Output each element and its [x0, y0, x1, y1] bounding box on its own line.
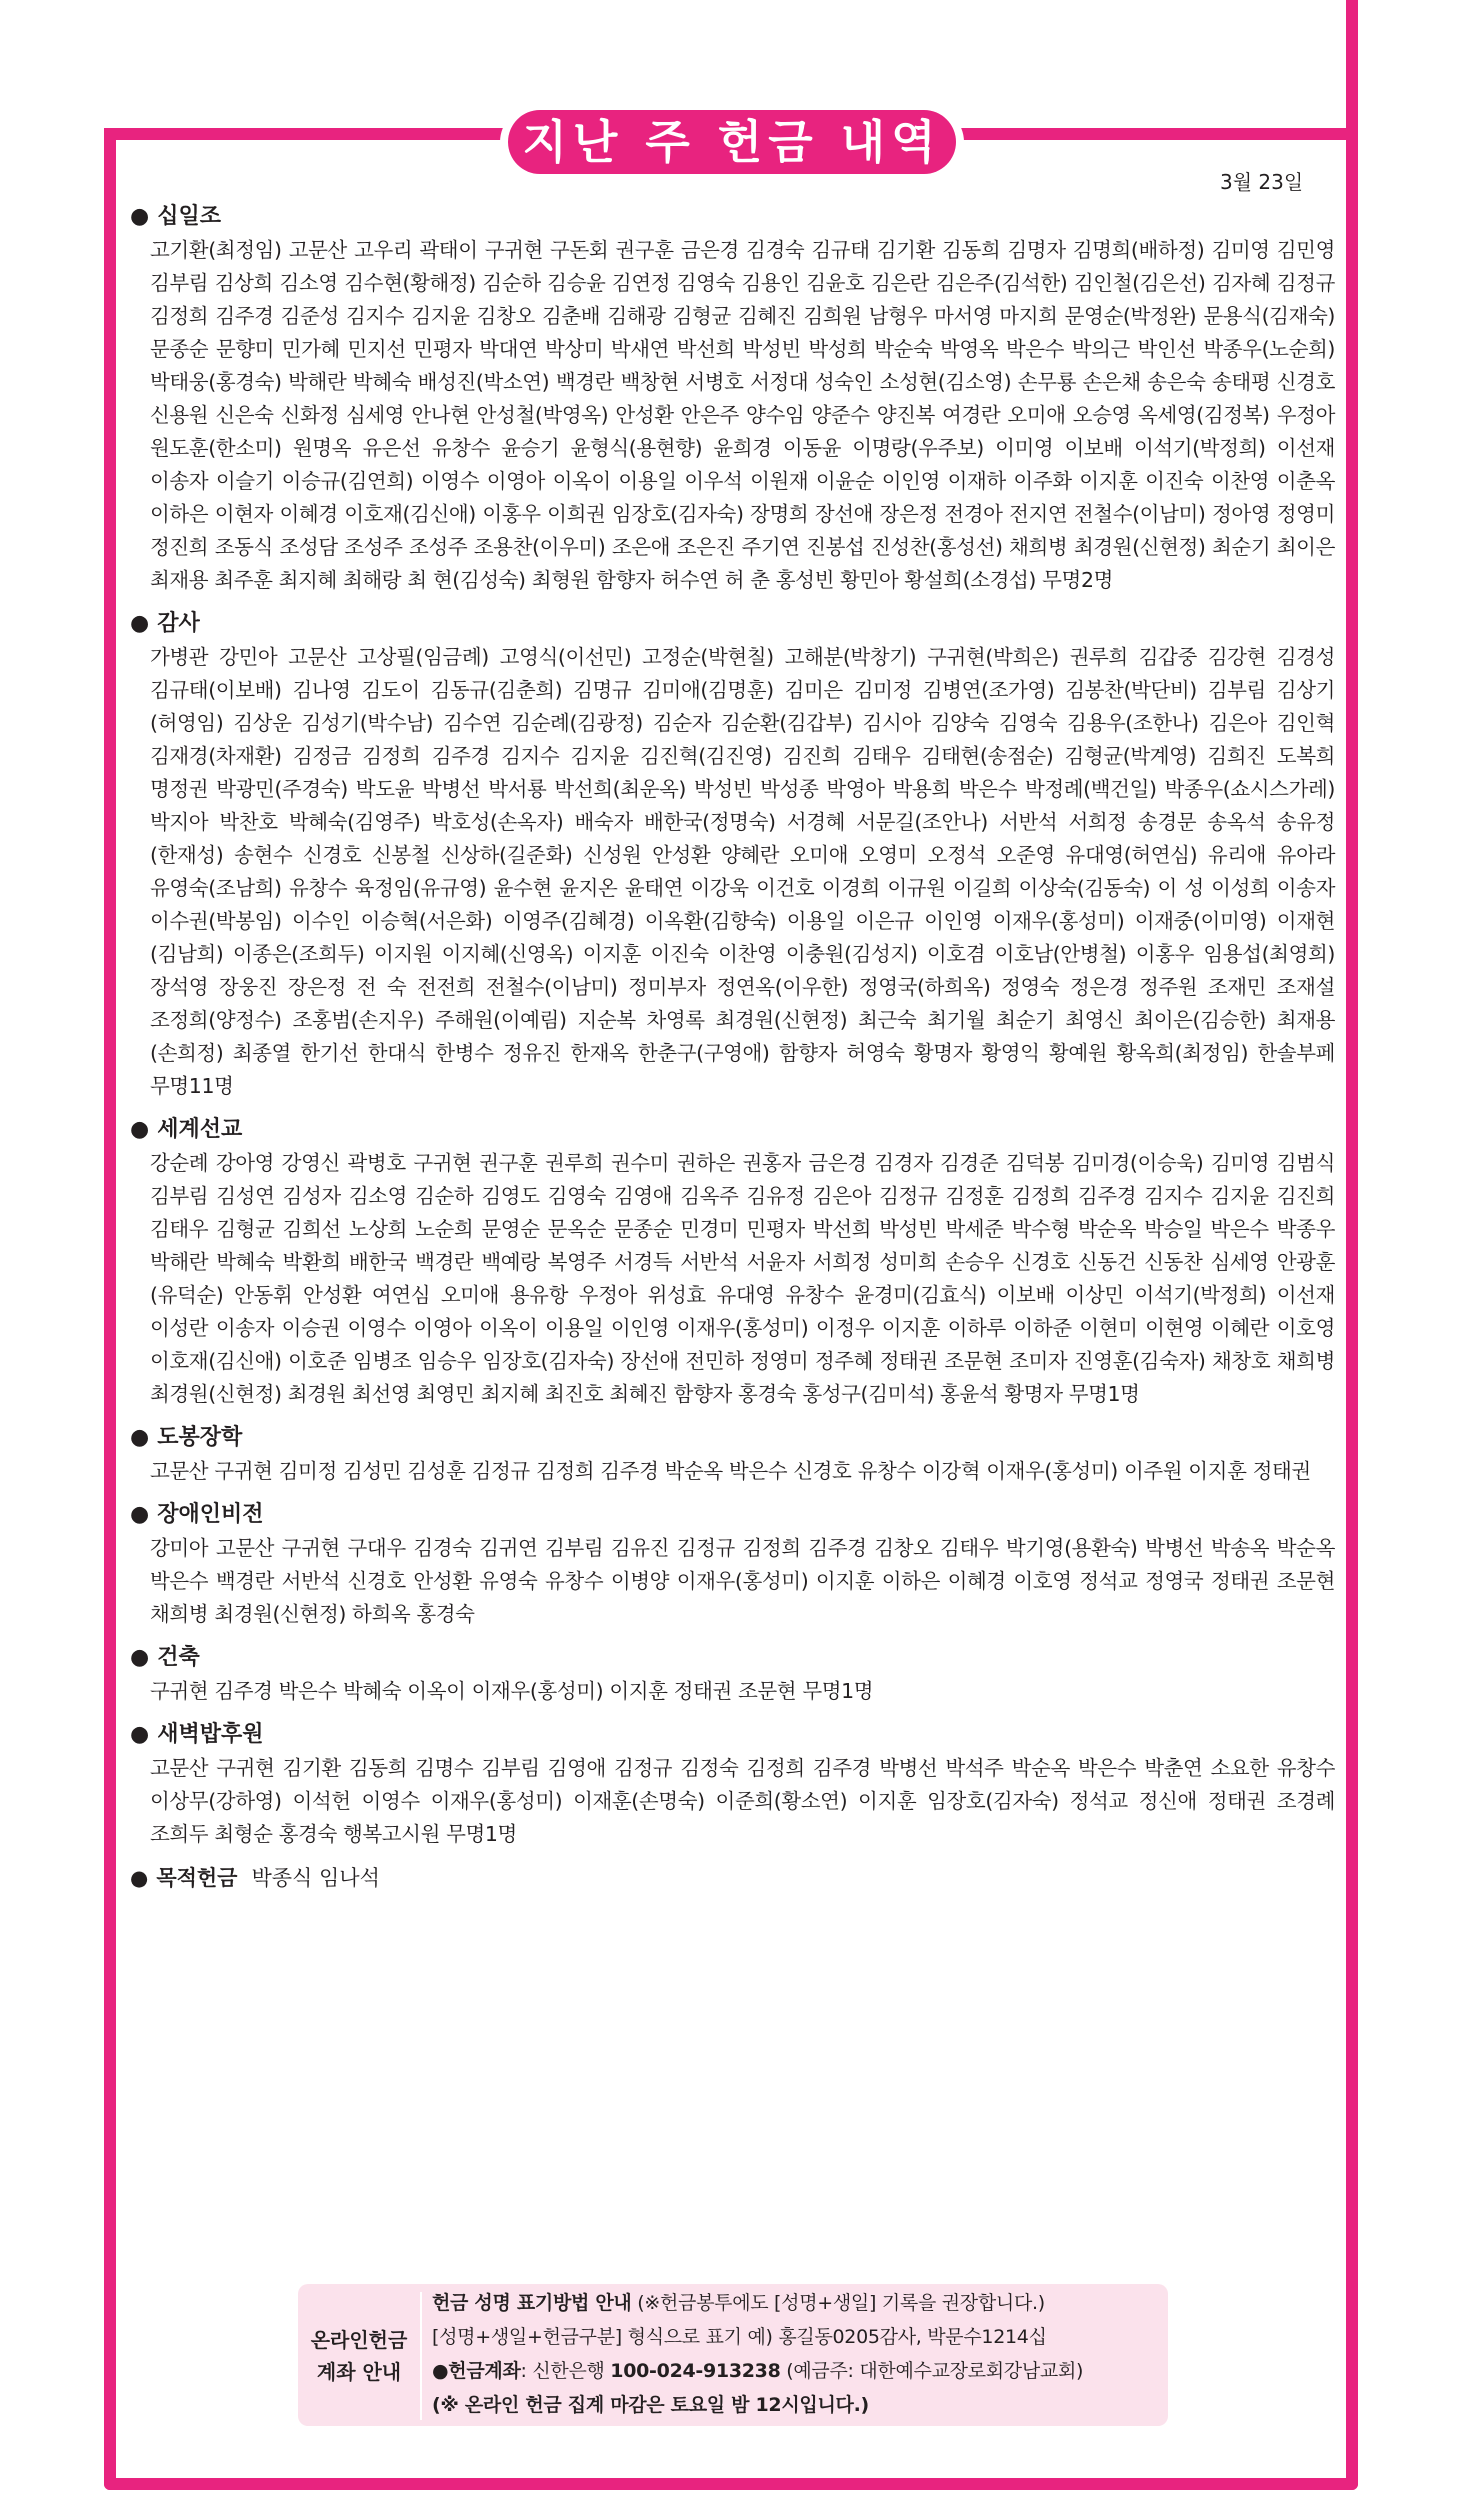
section-names: 구귀현 김주경 박은수 박혜숙 이옥이 이재우(홍성미) 이지훈 정태권 조문현 무명1명 [150, 1679, 874, 1703]
section-names: 박종식 임나석 [251, 1866, 380, 1890]
bullet-icon: ● [130, 1722, 150, 1747]
bullet-icon: ● [130, 1117, 150, 1142]
offering-list [130, 200, 1335, 1905]
section-names: 가병관 강민아 고문산 고상필(임금례) 고영식(이선민) 고정순(박현칠) 고해분(박창기) 구귀현(박희은) 권루희 김갑중 김강현 김경성 김규태(이보배) 김나영 김도이 김동규(김춘희) 김명규 김미애(김명훈) 김미은 김미정 김병연(조가영) 김봉찬(박단비) 김부림 김상기(허영임) 김상운 김성기(박수남) 김수연 김순례(김광정) 김순자 김순환(김갑부) 김시아 김양숙 김영숙 김용우(조한나) 김은아 김인혁 김재경(차재환) 김정금 김정희 김주경 김지수 김지윤 김진혁(김진영) 김진희 김태우 김태현(송점순) 김형균(박계영) 김희진 도복희 명정권 박광민(주경숙) 박도윤 박병선 박서룡 박선희(최운옥) 박성빈 박성종 박영아 박용희 박은수 박정례(백건일) 박종우(쇼시스가레) 박지아 박찬호 박혜숙(김영주) 박호성(손옥자) 배숙자 배한국(정명숙) 서경혜 서문길(조안나) 서반석 서희정 송경문 송옥석 송유정(한재성) 송현수 신경호 신봉철 신상하(길준화) 신성원 안성환 양혜란 오미애 오영미 오정석 오준영 유대영(허연심) 유리애 유아라 유영숙(조남희) 유창수 육정임(유규영) 윤수현 윤지온 윤태연 이강욱 이건호 이경희 이규원 이길희 이상숙(김동숙) 이 성 이성희 이송자 이수권(박봉임) 이수인 이승혁(서은화) 이영주(김혜경) 이옥환(김향숙) 이용일 이은규 이인영 이재우(홍성미) 이재중(이미영) 이재현(김남희) 이종은(조희두) 이지원 이지혜(신영옥) 이지훈 이진숙 이찬영 이충원(김성지) 이호겸 이호남(안병철) 이홍우 임용섭(최영희) 장석영 장웅진 장은정 전 숙 전전희 전철수(이남미) 정미부자 정연옥(이우한) 정영국(하희옥) 정영숙 정은경 정주원 조재민 조재설 조정희(양정수) 조홍범(손지우) 주해원(이예림) 지순복 차영록 최경원(신현정) 최근숙 최기월 최순기 최영신 최이은(김승한) 최재용(손희정) 최종열 한기선 한대식 한병수 정유진 한재옥 한춘구(구영애) 함향자 허영숙 황명자 황영익 황예원 황옥희(최정임) 한솔부페 무명11명 [150, 645, 1335, 1098]
bullet-icon: ● [130, 204, 150, 229]
section-building [130, 1641, 1335, 1708]
section-purpose-offering [130, 1861, 1335, 1895]
report-date: 3월 23일 [1220, 170, 1304, 194]
section-heading: 목적헌금 [156, 1866, 238, 1890]
section-names: 고기환(최정임) 고문산 고우리 곽태이 구귀현 구돈회 권구훈 금은경 김경숙 김규태 김기환 김동희 김명자 김명희(배하정) 김미영 김민영 김부림 김상희 김소영 김수현(황해정) 김순하 김승윤 김연정 김영숙 김용인 김윤호 김은란 김은주(김석한) 김인철(김은선) 김자혜 김정규 김정희 김주경 김준성 김지수 김지윤 김창오 김춘배 김해광 김형균 김혜진 김희원 남형우 마서영 마지희 문영순(박정완) 문용식(김재숙) 문종순 문향미 민가혜 민지선 민평자 박대연 박상미 박새연 박선희 박성빈 박성희 박순숙 박영옥 박은수 박의근 박인선 박종우(노순희) 박태웅(홍경숙) 박해란 박혜숙 배성진(박소연) 백경란 백창현 서병호 서정대 성숙인 소성현(김소영) 손무룡 손은채 송은숙 송태평 신경호 신용원 신은숙 신화정 심세영 안나현 안성철(박영옥) 안성환 안은주 양수임 양준수 양진복 여경란 오미애 오승영 옥세영(김정복) 우정아 원도훈(한소미) 원명옥 유은선 유창수 윤승기 윤형식(용현향) 윤희경 이동윤 이명랑(우주보) 이미영 이보배 이석기(박정희) 이선재 이송자 이슬기 이승규(김연희) 이영수 이영아 이옥이 이용일 이우석 이원재 이윤순 이인영 이재하 이주화 이지훈 이진숙 이찬영 이춘옥 이하은 이현자 이혜경 이호재(김신애) 이홍우 이희권 임장호(김자숙) 장명희 장선애 장은정 전경아 전지연 전철수(이남미) 정아영 정영미 정진희 조동식 조성담 조성주 조성주 조용찬(이우미) 조은애 조은진 주기연 진봉섭 진성찬(홍성선) 채희병 최경원(신현정) 최순기 최이은 최재용 최주훈 최지혜 최해랑 최 현(김성숙) 최형원 함향자 허수연 허 춘 홍성빈 황민아 황설희(소경섭) 무명2명 [150, 238, 1335, 592]
notice-line-3: ●헌금계좌: 신한은행 100-024-913238 (예금주: 대한예수교장로회강남교회) [432, 2360, 1084, 2382]
notice-label: 온라인헌금 계좌 안내 [310, 2328, 408, 2384]
section-thanks [130, 607, 1335, 1103]
section-tithe [130, 200, 1335, 597]
bullet-icon: ● [130, 1502, 150, 1527]
frame-bottom-border [104, 2478, 1358, 2490]
bullet-icon: ● [130, 1866, 149, 1890]
account-number: 100-024-913238 [610, 2360, 781, 2382]
frame-left-border [104, 128, 116, 2490]
notice-line-2: [성명+생일+헌금구분] 형식으로 표기 예) 홍길동0205감사, 박문수1214십 [432, 2326, 1047, 2348]
frame-right-border [1346, 0, 1358, 2490]
notice-line-4: (※ 온라인 헌금 집계 마감은 토요일 밤 12시입니다.) [432, 2394, 869, 2416]
section-heading: ● 세계선교 [130, 1117, 243, 1142]
section-names: 고문산 구귀현 김기환 김동희 김명수 김부림 김영애 김정규 김정숙 김정희 김주경 박병선 박석주 박순옥 박은수 박춘연 소요한 유창수 이상무(강하영) 이석헌 이영수 이재우(홍성미) 이재훈(손명숙) 이준희(황소연) 이지훈 임장호(김자숙) 정석교 정신애 정태권 조경례 조희두 최형순 홍경숙 행복고시원 무명1명 [150, 1756, 1335, 1846]
section-names: 강미아 고문산 구귀현 구대우 김경숙 김귀연 김부림 김유진 김정규 김정희 김주경 김창오 김태우 박기영(용환숙) 박병선 박송옥 박순옥 박은수 백경란 서반석 신경호 안성환 유영숙 유창수 이병양 이재우(홍성미) 이지훈 이하은 이혜경 이호영 정석교 정영국 정태권 조문현 채희병 최경원(신현정) 하희옥 홍경숙 [150, 1536, 1335, 1626]
section-disability-vision [130, 1498, 1335, 1631]
bullet-icon: ● [432, 2360, 449, 2382]
section-dawn-meal-support [130, 1718, 1335, 1851]
section-heading: ● 십일조 [130, 204, 221, 229]
bullet-icon: ● [130, 611, 150, 636]
bullet-icon: ● [130, 1645, 150, 1670]
notice-line-1: 헌금 성명 표기방법 안내 (※헌금봉투에도 [성명+생일] 기록을 권장합니다.) [432, 2292, 1045, 2314]
section-heading: ● 도봉장학 [130, 1425, 243, 1450]
section-world-mission [130, 1113, 1335, 1411]
section-heading: ● 새벽밥후원 [130, 1722, 264, 1747]
section-heading: ● 장애인비전 [130, 1502, 264, 1527]
section-names: 고문산 구귀현 김미정 김성민 김성훈 김정규 김정희 김주경 박순옥 박은수 신경호 유창수 이강혁 이재우(홍성미) 이주원 이지훈 정태권 [150, 1459, 1311, 1483]
notice-text [432, 2286, 1162, 2422]
bullet-icon: ● [130, 1425, 150, 1450]
section-dobong-scholarship [130, 1421, 1335, 1488]
section-names: 강순례 강아영 강영신 곽병호 구귀현 권구훈 권루희 권수미 권하은 권홍자 금은경 김경자 김경준 김덕봉 김미경(이승욱) 김미영 김범식 김부림 김성연 김성자 김소영 김순하 김영도 김영숙 김영애 김옥주 김유정 김은아 김정규 김정훈 김정희 김주경 김지수 김지윤 김진희 김태우 김형균 김희선 노상희 노순희 문영순 문옥순 문종순 민경미 민평자 박선희 박성빈 박세준 박수형 박순옥 박승일 박은수 박종우 박해란 박혜숙 박환희 배한국 백경란 백예랑 복영주 서경득 서반석 서윤자 서희정 성미희 손승우 신경호 신동건 신동찬 심세영 안광훈(유덕순) 안동휘 안성환 여연심 오미애 용유항 우정아 위성효 유대영 유창수 윤경미(김효식) 이보배 이상민 이석기(박정희) 이선재 이성란 이송자 이승권 이영수 이영아 이옥이 이용일 이인영 이재우(홍성미) 이정우 이지훈 이하루 이하준 이현미 이현영 이혜란 이호영 이호재(김신애) 이호준 임병조 임승우 임장호(김자숙) 장선애 전민하 정영미 정주혜 정태권 조문현 조미자 진영훈(김숙자) 채창호 채희병 최경원(신현정) 최경원 최선영 최영민 최지혜 최진호 최혜진 함향자 홍경숙 홍성구(김미석) 홍윤석 황명자 무명1명 [150, 1151, 1335, 1406]
section-heading: ● 건축 [130, 1645, 200, 1670]
page-title: 지난 주 헌금 내역 [508, 110, 956, 174]
notice-divider [420, 2292, 422, 2420]
section-heading: ● 감사 [130, 611, 200, 636]
